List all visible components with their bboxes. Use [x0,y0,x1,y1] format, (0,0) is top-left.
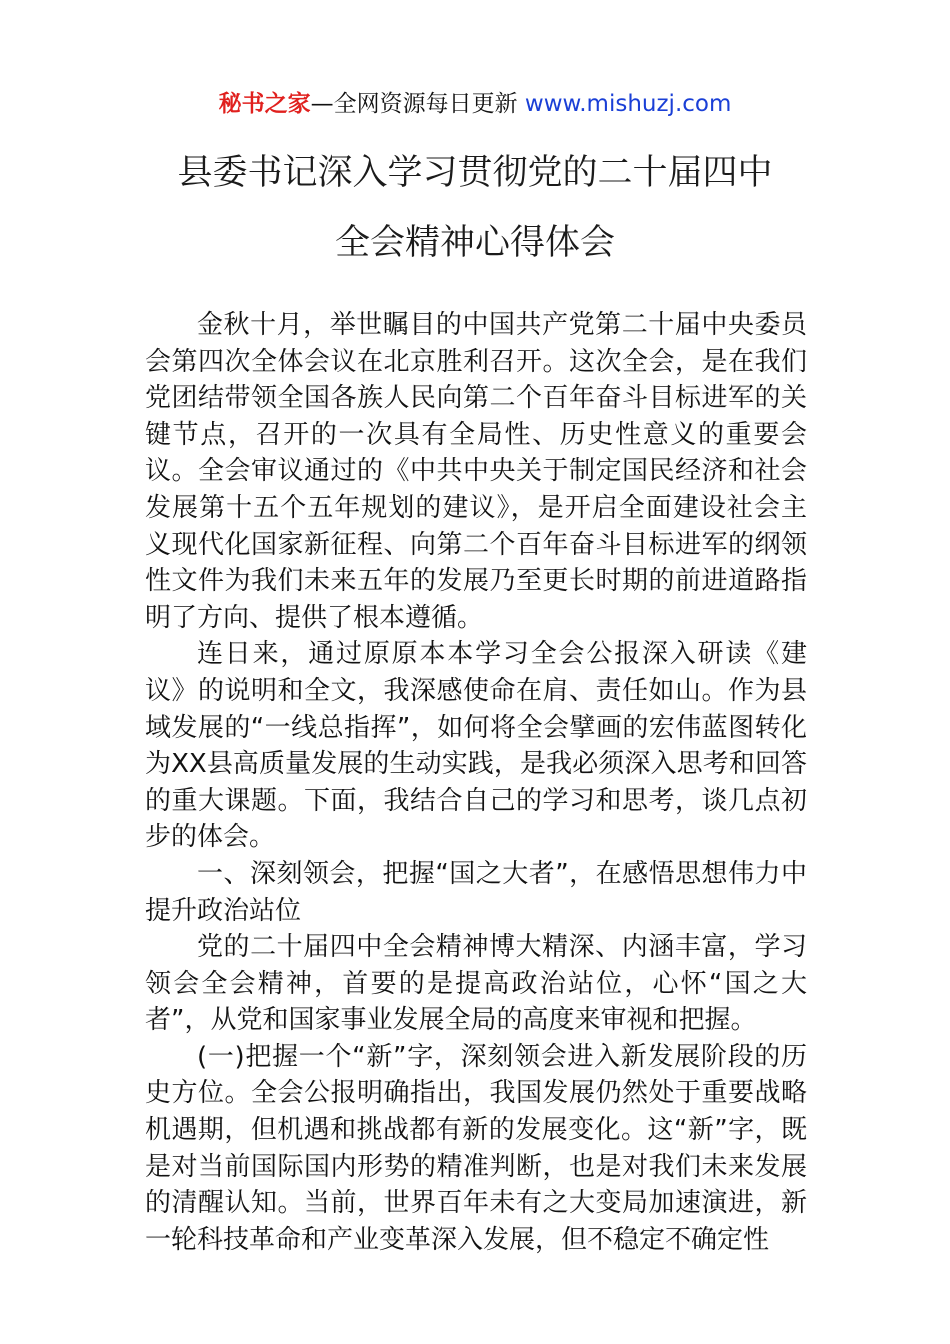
paragraph: 金秋十月，举世瞩目的中国共产党第二十届中央委员会第四次全体会议在北京胜利召开。这次全会，是在我们党团结带领全国各族人民向第二个百年奋斗目标进军的关键节点，召开的一次具有全局性、历史性意义的重要会议。全会审议通过的《中共中央关于制定国民经济和社会发展第十五个五年规划的建议》，是开启全面建设社会主义现代化国家新征程、向第二个百年奋斗目标进军的纲领性文件为我们未来五年的发展乃至更长时期的前进道路指明了方向、提供了根本遵循。 [145,310,807,633]
paragraph: 连日来，通过原原本本学习全会公报深入研读《建议》的说明和全文，我深感使命在肩、责任如山。作为县域发展的“一线总指挥”，如何将全会擘画的宏伟蓝图转化为XX县高质量发展的生动实践，是我必须深入思考和回答的重大课题。下面，我结合自己的学习和思考，谈几点初步的体会。 [145,639,807,853]
site-tagline: —全网资源每日更新 [310,91,518,117]
site-header [0,86,950,122]
site-brand: 秘书之家 [218,91,311,117]
paragraph: (一)把握一个“新”字，深刻领会进入新发展阶段的历史方位。全会公报明确指出，我国发展仍然处于重要战略机遇期，但机遇和挑战都有新的发展变化。这“新”字，既是对当前国际国内形势的精准判断，也是对我们未来发展的清醒认知。当前，世界百年未有之大变局加速演进，新一轮科技革命和产业变革深入发展，但不稳定不确定性 [145,1041,807,1255]
site-url-link[interactable]: www.mishuzj.com [524,91,732,117]
paragraph: 党的二十届四中全会精神博大精深、内涵丰富，学习领会全会精神，首要的是提高政治站位，心怀“国之大者”，从党和国家事业发展全局的高度来审视和把握。 [145,932,807,1036]
document-body [145,307,807,1258]
document-title-line-2: 全会精神心得体会 [334,223,615,263]
document-title-line-1: 县委书记深入学习贯彻党的二十届四中 [177,153,773,193]
section-heading: 一、深刻领会，把握“国之大者”，在感悟思想伟力中提升政治站位 [145,858,807,926]
